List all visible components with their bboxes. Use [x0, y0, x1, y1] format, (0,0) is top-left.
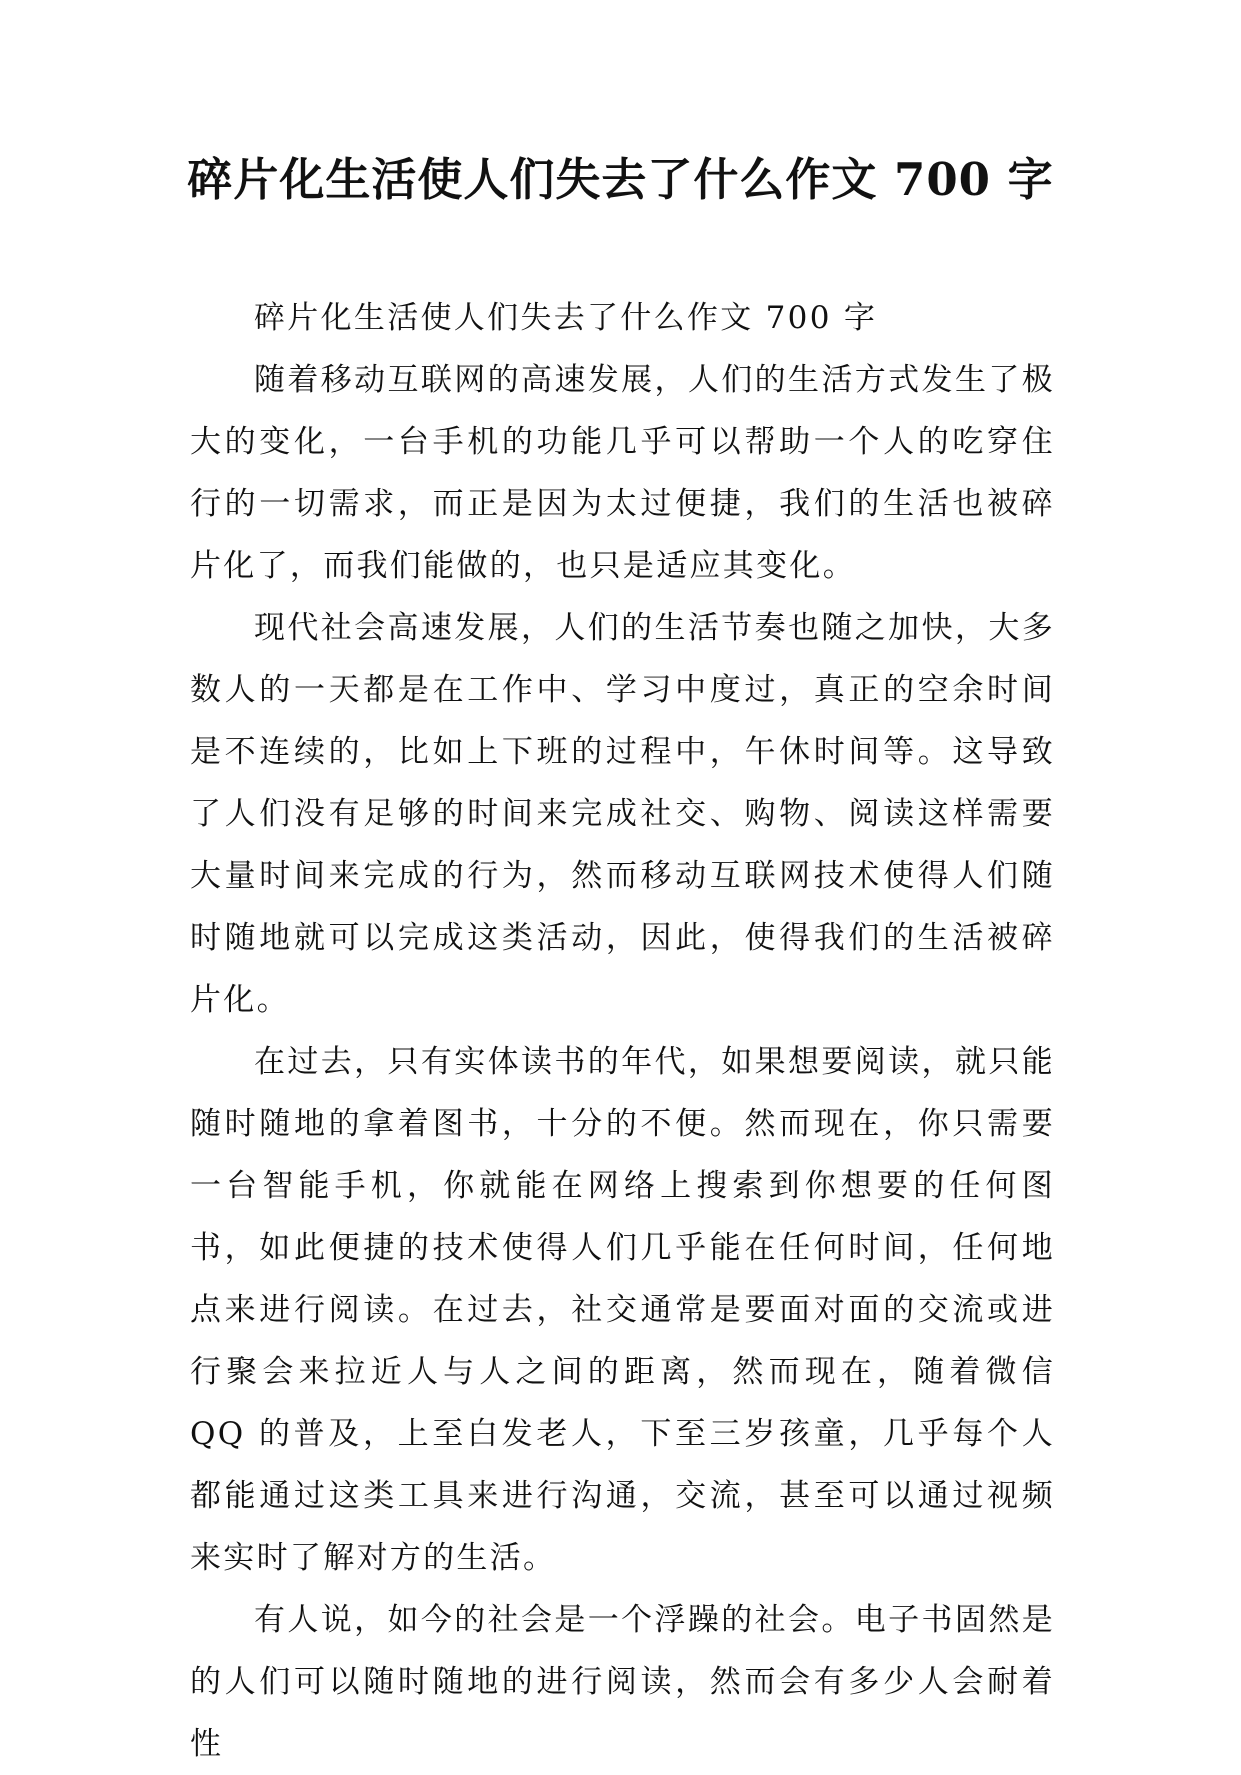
document-title: 碎片化生活使人们失去了什么作文 700 字 [187, 153, 1054, 206]
paragraph-subtitle: 碎片化生活使人们失去了什么作文 700 字 [254, 300, 878, 336]
paragraph: 随着移动互联网的高速发展，人们的生活方式发生了极大的变化，一台手机的功能几乎可以帮助一个人的吃穿住行的一切需求，而正是因为太过便捷，我们的生活也被碎片化了，而我们能做的，也只是适应其变化。 [190, 362, 1055, 584]
paragraph: 现代社会高速发展，人们的生活节奏也随之加快，大多数人的一天都是在工作中、学习中度过，真正的空余时间是不连续的，比如上下班的过程中，午休时间等。这导致了人们没有足够的时间来完成社交、购物、阅读这样需要大量时间来完成的行为，然而移动互联网技术使得人们随时随地就可以完成这类活动，因此，使得我们的生活被碎片化。 [190, 610, 1055, 1018]
paragraph: 有人说，如今的社会是一个浮躁的社会。电子书固然是的人们可以随时随地的进行阅读，然而会有多少人会耐着性 [190, 1602, 1055, 1762]
paragraph: 在过去，只有实体读书的年代，如果想要阅读，就只能随时随地的拿着图书，十分的不便。然而现在，你只需要一台智能手机，你就能在网络上搜索到你想要的任何图书，如此便捷的技术使得人们几乎能在任何时间，任何地点来进行阅读。在过去，社交通常是要面对面的交流或进行聚会来拉近人与人之间的距离，然而现在，随着微信 QQ 的普及，上至白发老人，下至三岁孩童，几乎每个人都能通过这类工具来进行沟通，交流，甚至可以通过视频来实时了解对方的生活。 [190, 1044, 1055, 1576]
document-body [190, 287, 1055, 1775]
